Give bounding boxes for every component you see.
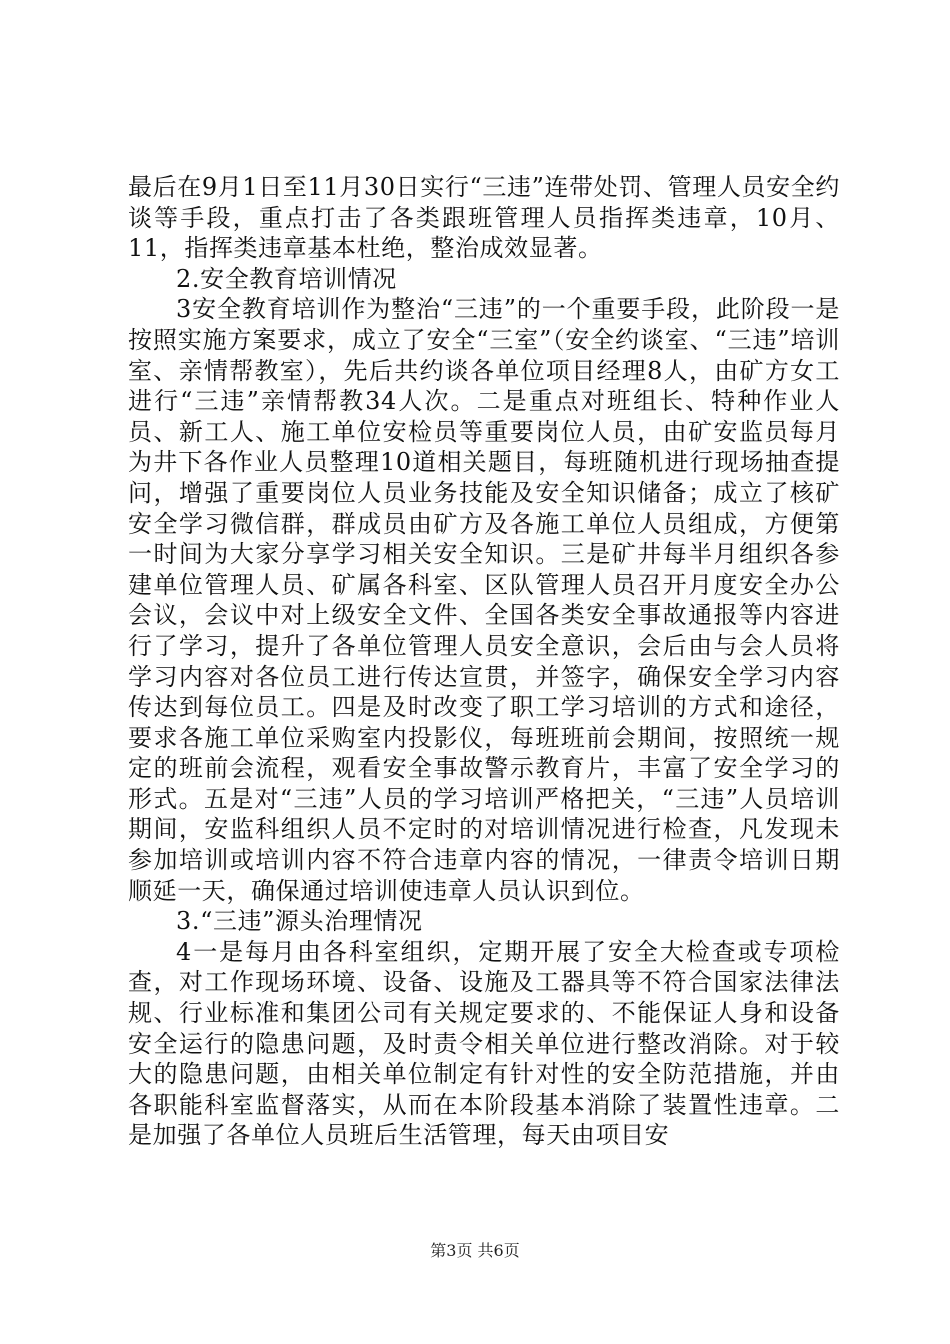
paragraph-continuation: 最后在9月1日至11月30日实行“三违”连带处罚、管理人员安全约谈等手段，重点打击了各类跟班管理人员指挥类违章，10月、11，指挥类违章基本杜绝，整治成效显著。	[128, 173, 840, 263]
paragraph-source-governance: 4一是每月由各科室组织，定期开展了安全大检查或专项检查，对工作现场环境、设备、设施及工器具等不符合国家法律法规、行业标准和集团公司有关规定要求的、不能保证人身和设备安全运行的隐患问题，及时责令相关单位进行整改消除。对于较大的隐患问题，由相关单位制定有针对性的安全防范措施，并由各职能科室监督落实，从而在本阶段基本消除了装置性违章。二是加强了各单位人员班后生活管理，每天由项目安	[128, 937, 840, 1150]
section-heading-source-governance: 3.“三违”源头治理情况	[176, 907, 423, 936]
section-heading-safety-training: 2.安全教育培训情况	[176, 264, 397, 293]
paragraph-safety-training: 3安全教育培训作为整治“三违”的一个重要手段，此阶段一是按照实施方案要求，成立了安全“三室”（安全约谈室、“三违”培训室、亲情帮教室），先后共约谈各单位项目经理8人，由矿方女工进行“三违”亲情帮教34人次。二是重点对班组长、特种作业人员、新工人、施工单位安检员等重要岗位人员，由矿安监员每月为井下各作业人员整理10道相关题目，每班随机进行现场抽查提问，增强了重要岗位人员业务技能及安全知识储备；成立了核矿安全学习微信群，群成员由矿方及各施工单位人员组成，方便第一时间为大家分享学习相关安全知识。三是矿井每半月组织各参建单位管理人员、矿属各科室、区队管理人员召开月度安全办公会议，会议中对上级安全文件、全国各类安全事故通报等内容进行了学习，提升了各单位管理人员安全意识，会后由与会人员将学习内容对各位员工进行传达宣贯，并签字，确保安全学习内容传达到每位员工。四是及时改变了职工学习培训的方式和途径，要求各施工单位采购室内投影仪，每班班前会期间，按照统一规定的班前会流程，观看安全事故警示教育片，丰富了安全学习的形式。五是对“三违”人员的学习培训严格把关，“三违”人员培训期间，安监科组织人员不定时的对培训情况进行检查，凡发现未参加培训或培训内容不符合违章内容的情况，一律责令培训日期顺延一天，确保通过培训使违章人员认识到位。	[128, 295, 840, 905]
page-footer: 第3页 共6页	[430, 1241, 520, 1260]
document-body	[128, 172, 840, 1151]
